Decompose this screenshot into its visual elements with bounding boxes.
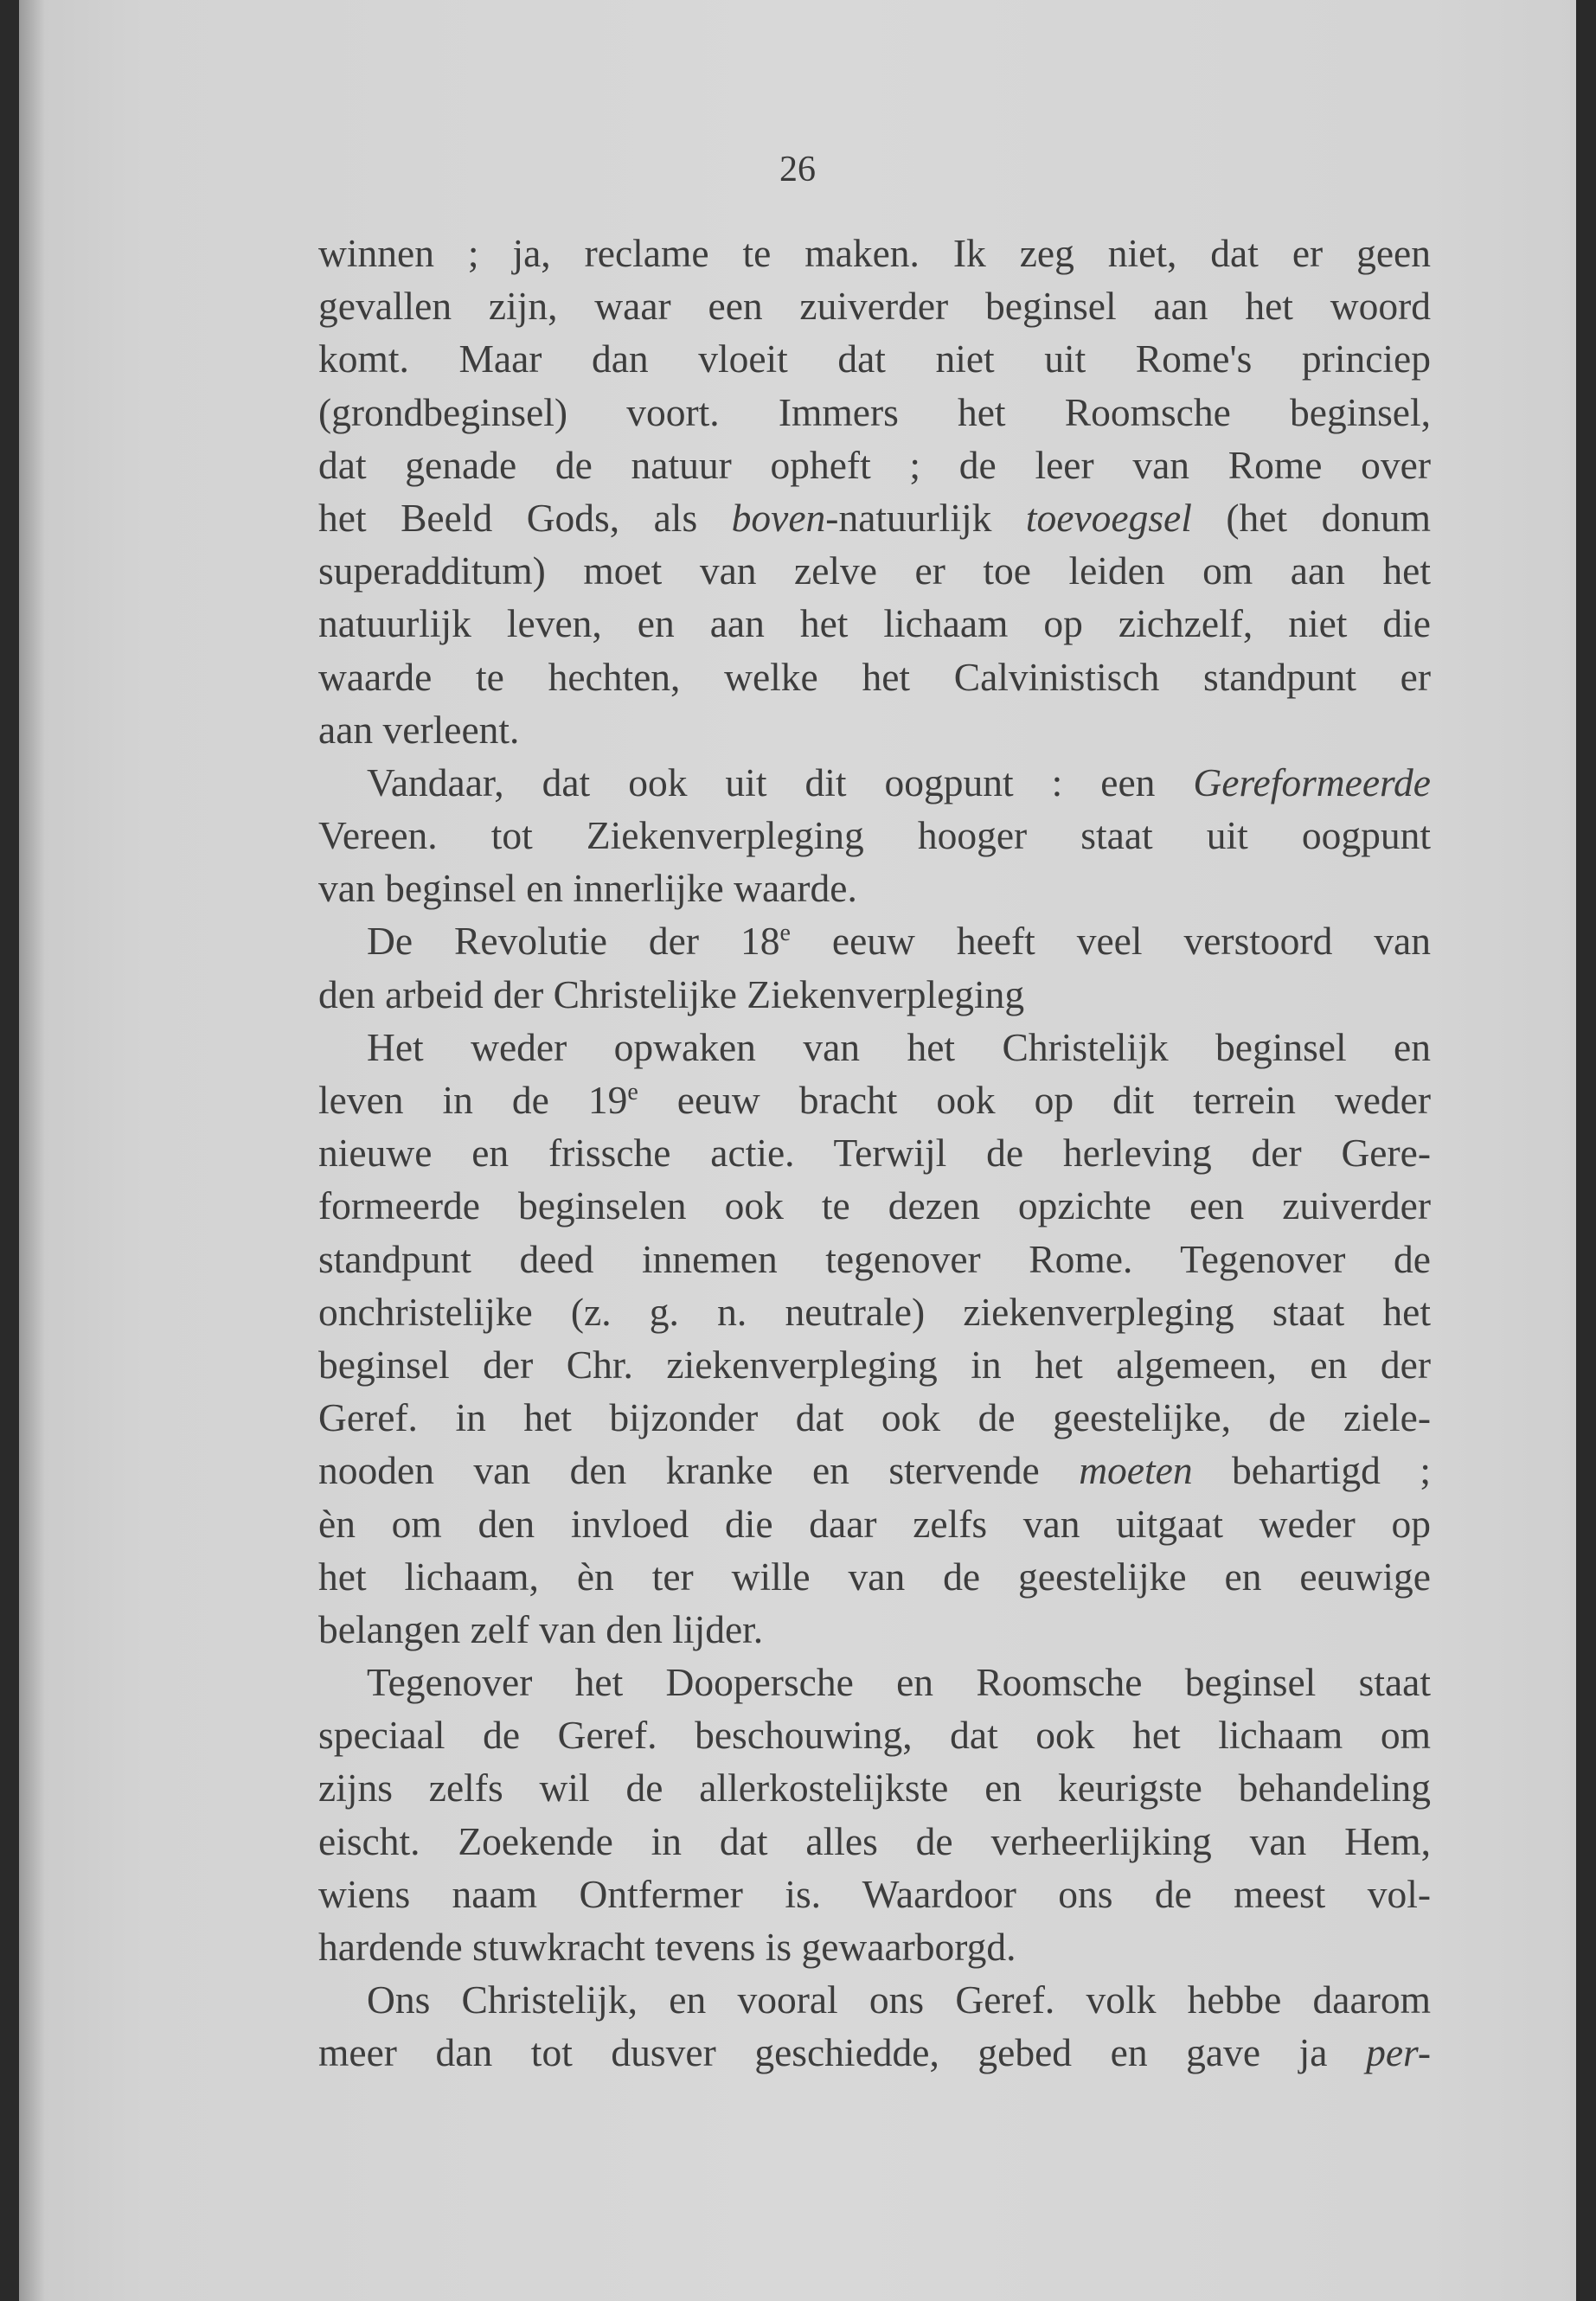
superscript: e bbox=[627, 1079, 638, 1106]
text-line: standpunt deed innemen tegenover Rome. Tegenover de bbox=[318, 1236, 1431, 1281]
italic-word: moeten bbox=[1079, 1448, 1193, 1493]
italic-word: boven bbox=[731, 495, 826, 540]
text-line: leven in de 19e eeuw bracht ook op dit terrein weder bbox=[318, 1078, 1431, 1122]
text-line: waarde te hechten, welke het Calvinistisch standpunt er bbox=[318, 654, 1431, 699]
book-page bbox=[19, 0, 1576, 2301]
text-line: formeerde beginselen ook te dezen opzichte een zuiverder bbox=[318, 1183, 1431, 1228]
text-line: onchristelijke (z. g. n. neutrale) ziekenverpleging staat het bbox=[318, 1289, 1431, 1334]
italic-word: toevoegsel bbox=[1025, 495, 1192, 540]
text-line: Vandaar, dat ook uit dit oogpunt : een Gereformeerde bbox=[367, 760, 1431, 804]
text-line: nieuwe en frissche actie. Terwijl de herleving der Gere- bbox=[318, 1131, 1431, 1176]
text-line: De Revolutie der 18e eeuw heeft veel verstoord van bbox=[367, 919, 1431, 964]
text-line: komt. Maar dan vloeit dat niet uit Rome's princiep bbox=[318, 336, 1431, 381]
italic-word: Gereformeerde bbox=[1193, 760, 1431, 804]
text-line: hardende stuwkracht tevens is gewaarborgd. bbox=[318, 1925, 1016, 1969]
text-line: speciaal de Geref. beschouwing, dat ook het lichaam om bbox=[318, 1713, 1431, 1758]
text-line: èn om den invloed die daar zelfs van uitgaat weder op bbox=[318, 1501, 1431, 1546]
text-line: Geref. in het bijzonder dat ook de geestelijke, de ziele- bbox=[318, 1395, 1431, 1440]
page-number: 26 bbox=[779, 150, 816, 189]
text-line: beginsel der Chr. ziekenverpleging in het algemeen, en der bbox=[318, 1342, 1431, 1387]
text-line: het Beeld Gods, als boven-natuurlijk toevoegsel (het donum bbox=[318, 495, 1431, 540]
text-line: Ons Christelijk, en vooral ons Geref. volk hebbe daarom bbox=[367, 1977, 1431, 2022]
text-line: Tegenover het Doopersche en Roomsche beginsel staat bbox=[367, 1660, 1431, 1705]
text-line: eischt. Zoekende in dat alles de verheerlijking van Hem, bbox=[318, 1818, 1431, 1863]
text-line: nooden van den kranke en stervende moeten behartigd ; bbox=[318, 1448, 1431, 1493]
text-line: natuurlijk leven, en aan het lichaam op zichzelf, niet die bbox=[318, 601, 1431, 646]
text-line: zijns zelfs wil de allerkostelijkste en keurigste behandeling bbox=[318, 1766, 1431, 1811]
text-line: gevallen zijn, waar een zuiverder beginsel aan het woord bbox=[318, 284, 1431, 329]
text-line: het lichaam, èn ter wille van de geestelijke en eeuwige bbox=[318, 1554, 1431, 1599]
text-line: belangen zelf van den lijder. bbox=[318, 1606, 764, 1651]
body-text bbox=[318, 227, 1431, 2080]
text-line: superadditum) moet van zelve er toe leiden om aan het bbox=[318, 548, 1431, 593]
text-line: Het weder opwaken van het Christelijk beginsel en bbox=[367, 1024, 1431, 1069]
italic-word: per- bbox=[1366, 2030, 1431, 2075]
text-line: dat genade de natuur opheft ; de leer van Rome over bbox=[318, 442, 1431, 487]
superscript: e bbox=[779, 920, 791, 947]
text-line: van beginsel en innerlijke waarde. bbox=[318, 866, 857, 911]
text-line: den arbeid der Christelijke Ziekenverpleging bbox=[318, 971, 1025, 1016]
text-line: Vereen. tot Ziekenverpleging hooger staat uit oogpunt bbox=[318, 813, 1431, 858]
text-line: wiens naam Ontfermer is. Waardoor ons de meest vol- bbox=[318, 1871, 1431, 1916]
text-line: meer dan tot dusver geschiedde, gebed en gave ja per- bbox=[318, 2030, 1431, 2075]
text-line: aan verleent. bbox=[318, 707, 520, 752]
text-line: winnen ; ja, reclame te maken. Ik zeg niet, dat er geen bbox=[318, 231, 1431, 275]
text-line: (grondbeginsel) voort. Immers het Roomsche beginsel, bbox=[318, 389, 1431, 434]
